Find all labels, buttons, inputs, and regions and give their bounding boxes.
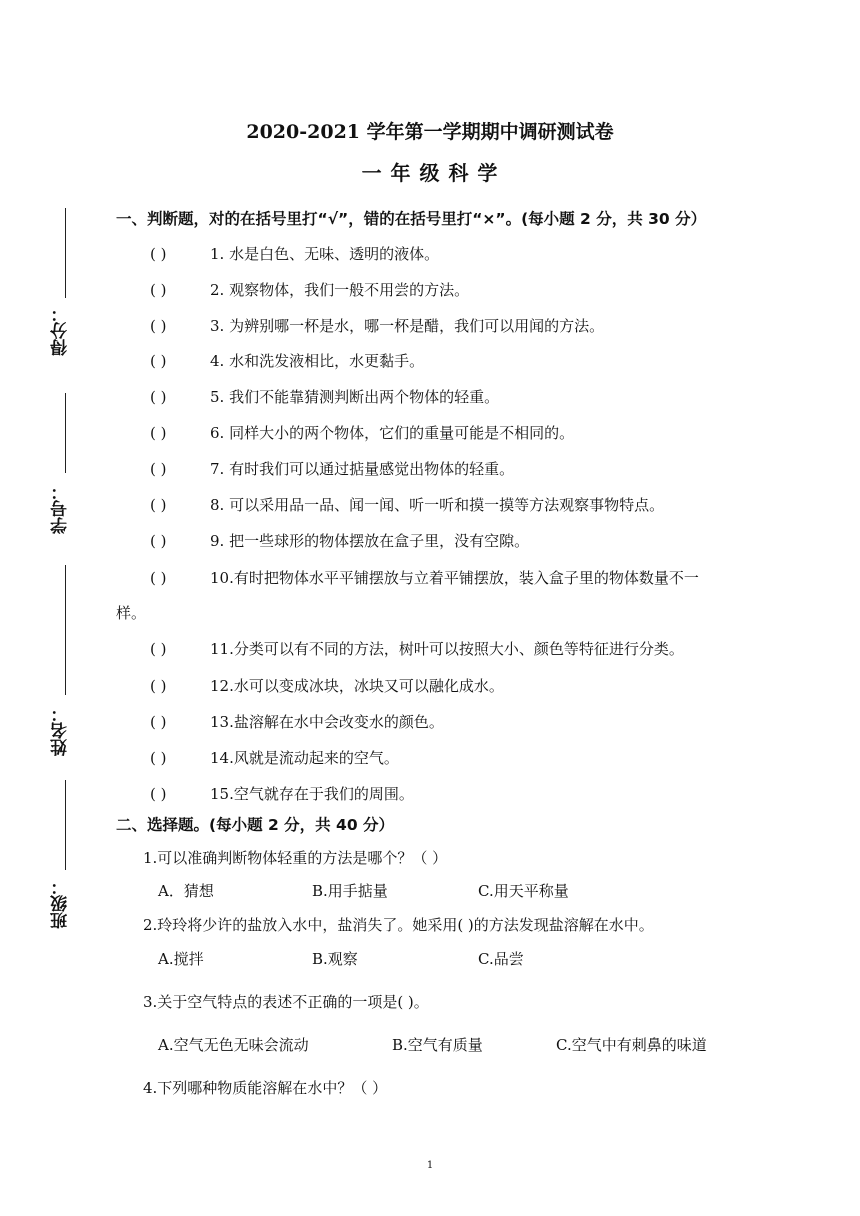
judgement-item	[150, 494, 664, 515]
item-continuation: 样。	[116, 604, 147, 622]
option-c[interactable]: C.空气中有刺鼻的味道	[556, 1036, 707, 1054]
exam-subtitle: 一 年 级 科 学	[361, 161, 499, 185]
section2-heading: 二、选择题。(每小题 2 分，共 40 分）	[116, 816, 395, 834]
option-c[interactable]: C.品尝	[478, 950, 524, 968]
judgement-item	[150, 243, 439, 264]
binding-line	[65, 208, 66, 298]
item-text: 9. 把一些球形的物体摆放在盒子里，没有空隙。	[210, 532, 530, 550]
judgement-item	[150, 386, 499, 407]
item-text: 12.水可以变成冰块，冰块又可以融化成水。	[210, 677, 504, 695]
judgement-item	[150, 458, 514, 479]
judgement-item	[150, 783, 414, 804]
answer-blank[interactable]: ( )	[150, 785, 167, 803]
option-b[interactable]: B.观察	[312, 950, 358, 968]
score-label: 得分：	[51, 305, 71, 356]
judgement-item	[150, 567, 699, 588]
item-text: 4. 水和洗发液相比，水更黏手。	[210, 352, 425, 370]
answer-blank[interactable]: ( )	[150, 749, 167, 767]
option-b[interactable]: B.空气有质量	[392, 1036, 483, 1054]
item-text: 5. 我们不能靠猜测判断出两个物体的轻重。	[210, 388, 500, 406]
answer-blank[interactable]: ( )	[150, 424, 167, 442]
class-label: 班级：	[51, 878, 71, 929]
page-number: 1	[426, 1160, 434, 1171]
answer-blank[interactable]: ( )	[150, 640, 167, 658]
option-a[interactable]: A.搅拌	[158, 950, 204, 968]
judgement-item	[150, 675, 504, 696]
item-text: 7. 有时我们可以通过掂量感觉出物体的轻重。	[210, 460, 515, 478]
answer-blank[interactable]: ( )	[150, 677, 167, 695]
answer-blank[interactable]: ( )	[150, 317, 167, 335]
answer-blank[interactable]: ( )	[150, 460, 167, 478]
student-id-label: 学号：	[51, 483, 71, 534]
question-text: 2.玲玲将少许的盐放入水中，盐消失了。她采用( )的方法发现盐溶解在水中。	[143, 916, 654, 934]
binding-line	[65, 780, 66, 870]
judgement-item	[150, 711, 444, 732]
judgement-item	[150, 350, 424, 371]
name-label: 姓名：	[51, 705, 71, 756]
answer-blank[interactable]: ( )	[150, 245, 167, 263]
judgement-item	[150, 422, 574, 443]
item-text: 13.盐溶解在水中会改变水的颜色。	[210, 713, 444, 731]
judgement-item	[150, 638, 684, 659]
item-text: 11.分类可以有不同的方法，树叶可以按照大小、颜色等特征进行分类。	[210, 640, 684, 658]
answer-blank[interactable]: ( )	[150, 713, 167, 731]
question-text: 4.下列哪种物质能溶解在水中？（ ）	[143, 1079, 388, 1097]
item-text: 6. 同样大小的两个物体，它们的重量可能是不相同的。	[210, 424, 575, 442]
judgement-item	[150, 530, 529, 551]
item-text: 3. 为辨别哪一杯是水，哪一杯是醋，我们可以用闻的方法。	[210, 317, 605, 335]
item-text: 8. 可以采用品一品、闻一闻、听一听和摸一摸等方法观察事物特点。	[210, 496, 665, 514]
item-text: 14.风就是流动起来的空气。	[210, 749, 399, 767]
binding-line	[65, 565, 66, 695]
exam-title: 2020-2021 学年第一学期期中调研测试卷	[246, 121, 614, 143]
item-text: 2. 观察物体，我们一般不用尝的方法。	[210, 281, 470, 299]
question-text: 3.关于空气特点的表述不正确的一项是( )。	[143, 993, 429, 1011]
option-c[interactable]: C.用天平称量	[478, 882, 569, 900]
answer-blank[interactable]: ( )	[150, 496, 167, 514]
answer-blank[interactable]: ( )	[150, 352, 167, 370]
option-b[interactable]: B.用手掂量	[312, 882, 388, 900]
judgement-item	[150, 747, 399, 768]
option-a[interactable]: A．猜想	[158, 882, 214, 900]
item-text: 10.有时把物体水平平铺摆放与立着平铺摆放，装入盒子里的物体数量不一	[210, 569, 699, 587]
binding-line	[65, 393, 66, 473]
answer-blank[interactable]: ( )	[150, 569, 167, 587]
judgement-item	[150, 279, 469, 300]
item-text: 1. 水是白色、无味、透明的液体。	[210, 245, 440, 263]
answer-blank[interactable]: ( )	[150, 281, 167, 299]
question-text: 1.可以准确判断物体轻重的方法是哪个？（ ）	[143, 849, 448, 867]
judgement-item	[150, 315, 604, 336]
section1-heading: 一、判断题，对的在括号里打“√”，错的在括号里打“×”。(每小题 2 分，共 30 分）	[116, 210, 707, 228]
option-a[interactable]: A.空气无色无味会流动	[158, 1036, 309, 1054]
answer-blank[interactable]: ( )	[150, 532, 167, 550]
item-text: 15.空气就存在于我们的周围。	[210, 785, 414, 803]
answer-blank[interactable]: ( )	[150, 388, 167, 406]
